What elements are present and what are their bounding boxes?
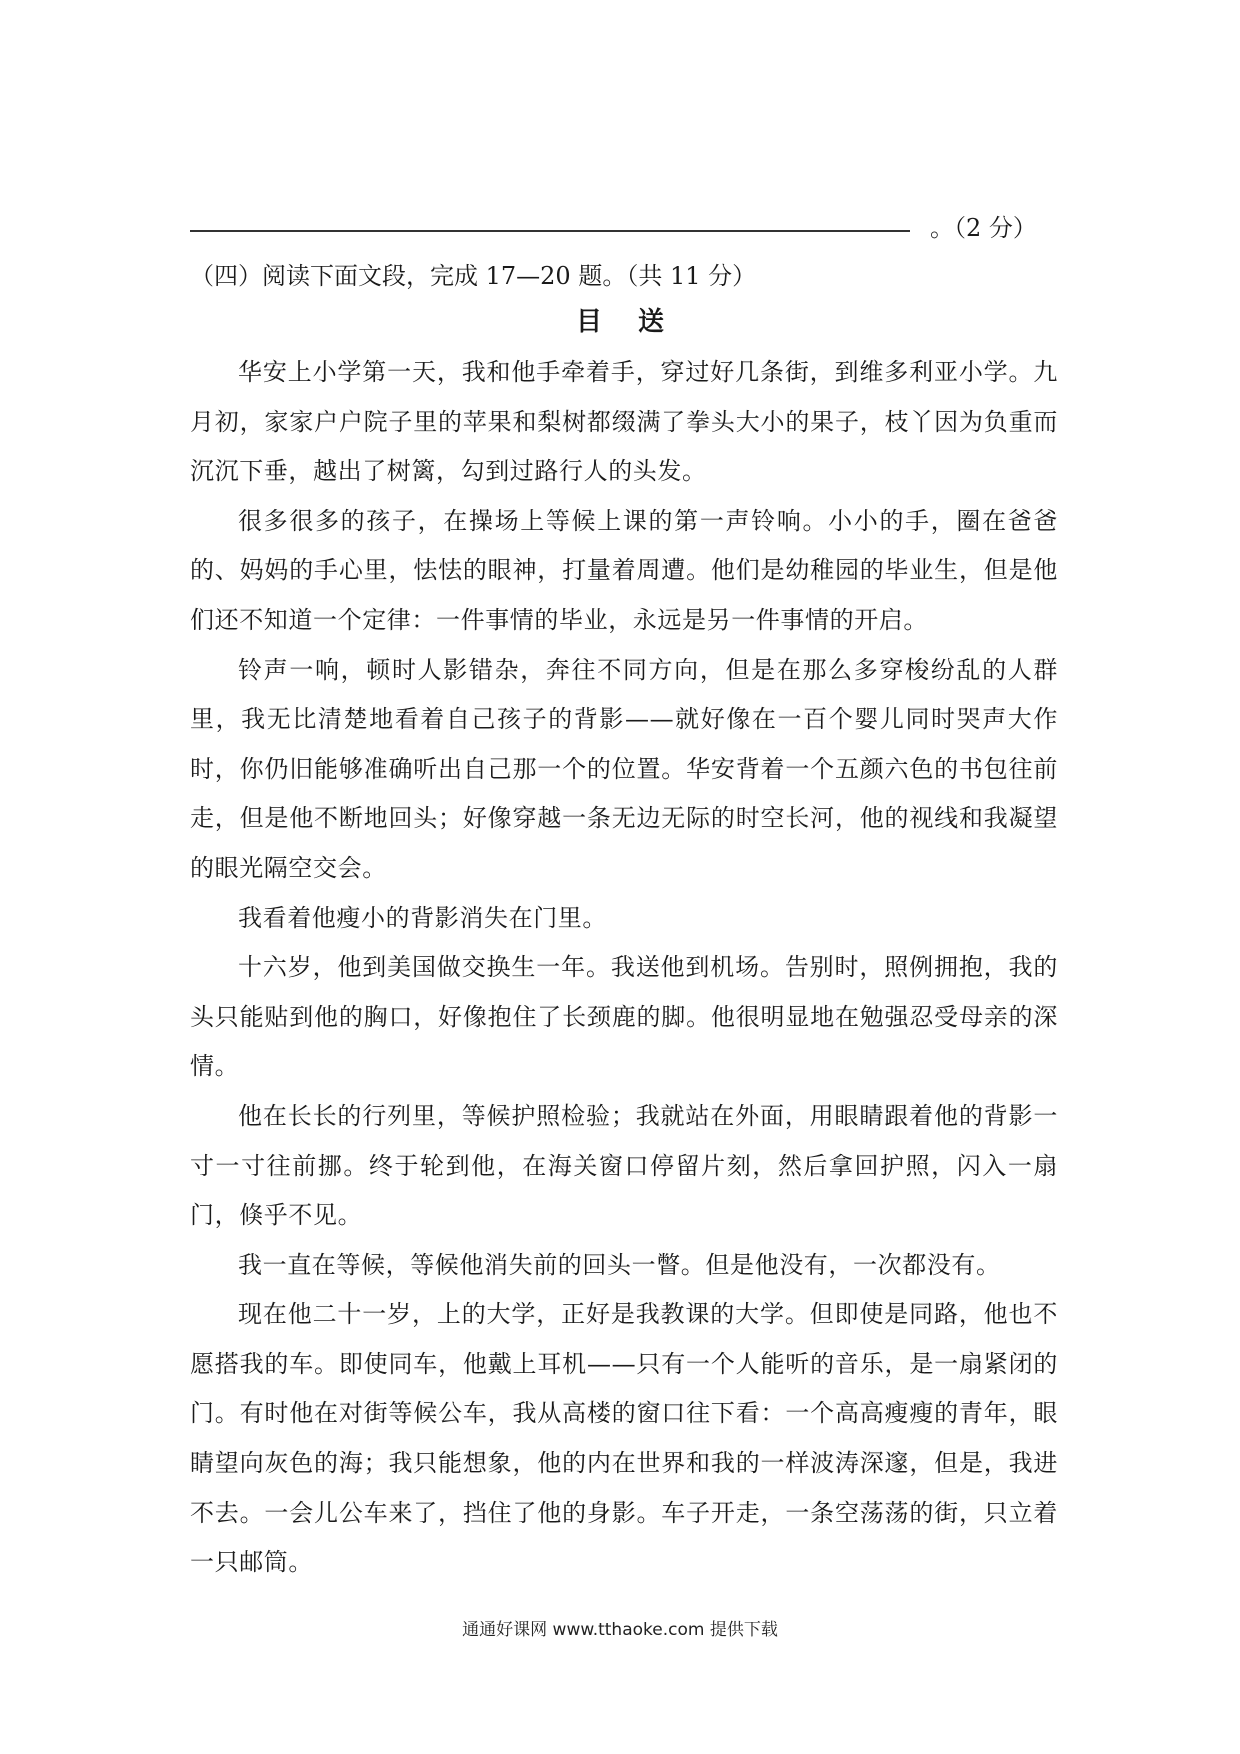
paragraph-2: 很多很多的孩子，在操场上等候上课的第一声铃响。小小的手，圈在爸爸的、妈妈的手心里，怯怯的眼神，打量着周遭。他们是幼稚园的毕业生，但是他们还不知道一个定律：一件事情的毕业，永远是另一件事情的开启。 <box>190 506 1058 634</box>
paragraph-4: 我看着他瘦小的背影消失在门里。 <box>238 903 607 932</box>
paragraph-3: 铃声一响，顿时人影错杂，奔往不同方向，但是在那么多穿梭纷乱的人群里，我无比清楚地看着自己孩子的背影——就好像在一百个婴儿同时哭声大作时，你仍旧能够准确听出自己那一个的位置。华安背着一个五颜六色的书包往前走，但是他不断地回头；好像穿越一条无边无际的时空长河，他的视线和我凝望的眼光隔空交会。 <box>190 655 1058 882</box>
paragraph-6: 他在长长的行列里，等候护照检验；我就站在外面，用眼睛跟着他的背影一寸一寸往前挪。终于轮到他，在海关窗口停留片刻，然后拿回护照，闪入一扇门，倏乎不见。 <box>190 1101 1058 1230</box>
article-title: 目送 <box>575 307 700 337</box>
answer-points-label: 。（2 分） <box>930 214 1037 242</box>
answer-line-row <box>190 208 1037 248</box>
paragraph-7: 我一直在等候，等候他消失前的回头一瞥。但是他没有，一次都没有。 <box>238 1250 1001 1279</box>
paragraph-5: 十六岁，他到美国做交换生一年。我送他到机场。告别时，照例拥抱，我的头只能贴到他的胸口，好像抱住了长颈鹿的脚。他很明显地在勉强忍受母亲的深情。 <box>190 953 1058 1081</box>
article-body <box>190 348 1058 1588</box>
footer-source: 通通好课网 www.tthaoke.com 提供下载 <box>462 1620 778 1640</box>
paragraph-8: 现在他二十一岁，上的大学，正好是我教课的大学。但即使是同路，他也不愿搭我的车。即使同车，他戴上耳机——只有一个人能听的音乐，是一扇紧闭的门。有时他在对街等候公车，我从高楼的窗口往下看：一个高高瘦瘦的青年，眼睛望向灰色的海；我只能想象，他的内在世界和我的一样波涛深邃，但是，我进不去。一会儿公车来了，挡住了他的身影。车子开走，一条空荡荡的街，只立着一只邮筒。 <box>190 1300 1058 1577</box>
section-heading: （四）阅读下面文段，完成 17—20 题。（共 11 分） <box>190 262 757 290</box>
answer-blank-line <box>190 230 910 232</box>
paragraph-1: 华安上小学第一天，我和他手牵着手，穿过好几条街，到维多利亚小学。九月初，家家户户院子里的苹果和梨树都缀满了拳头大小的果子，枝丫因为负重而沉沉下垂，越出了树篱，勾到过路行人的头发。 <box>190 358 1058 486</box>
